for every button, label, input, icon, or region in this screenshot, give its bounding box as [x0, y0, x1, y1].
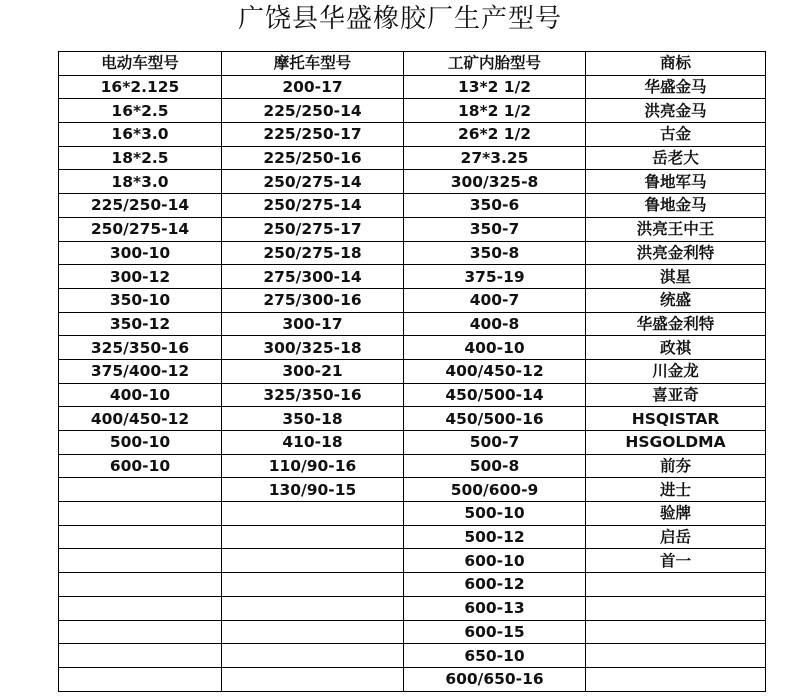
table-row	[59, 478, 766, 502]
cell-ebike-model	[59, 667, 222, 691]
table-row	[59, 75, 766, 99]
cell-motorcycle-model: 250/275-14	[222, 194, 404, 218]
cell-brand: 华盛金马	[586, 75, 766, 99]
cell-brand	[586, 620, 766, 644]
table-row	[59, 217, 766, 241]
cell-motorcycle-model: 250/275-14	[222, 170, 404, 194]
cell-brand	[586, 667, 766, 691]
cell-brand	[586, 644, 766, 668]
cell-brand: 前夯	[586, 454, 766, 478]
cell-brand: 首一	[586, 549, 766, 573]
cell-industrial-tube-model: 18*2 1/2	[404, 99, 586, 123]
table-row	[59, 454, 766, 478]
cell-industrial-tube-model: 26*2 1/2	[404, 123, 586, 147]
cell-motorcycle-model: 225/250-17	[222, 123, 404, 147]
cell-brand: HSQISTAR	[586, 407, 766, 431]
cell-motorcycle-model	[222, 525, 404, 549]
table-row	[59, 336, 766, 360]
cell-industrial-tube-model: 650-10	[404, 644, 586, 668]
cell-industrial-tube-model: 500-12	[404, 525, 586, 549]
cell-motorcycle-model	[222, 549, 404, 573]
cell-ebike-model: 250/275-14	[59, 217, 222, 241]
cell-industrial-tube-model: 500/600-9	[404, 478, 586, 502]
cell-ebike-model	[59, 644, 222, 668]
cell-brand: 华盛金利特	[586, 312, 766, 336]
cell-industrial-tube-model: 500-7	[404, 431, 586, 455]
cell-ebike-model: 18*3.0	[59, 170, 222, 194]
cell-industrial-tube-model: 300/325-8	[404, 170, 586, 194]
table-row	[59, 241, 766, 265]
cell-motorcycle-model	[222, 573, 404, 597]
table-row	[59, 502, 766, 526]
table-row	[59, 549, 766, 573]
cell-ebike-model	[59, 549, 222, 573]
cell-brand: 鲁地军马	[586, 170, 766, 194]
cell-ebike-model	[59, 478, 222, 502]
cell-motorcycle-model: 325/350-16	[222, 383, 404, 407]
cell-motorcycle-model	[222, 644, 404, 668]
cell-motorcycle-model: 130/90-15	[222, 478, 404, 502]
table-row	[59, 146, 766, 170]
cell-ebike-model: 400-10	[59, 383, 222, 407]
cell-ebike-model: 375/400-12	[59, 359, 222, 383]
cell-ebike-model	[59, 525, 222, 549]
table-row	[59, 525, 766, 549]
cell-industrial-tube-model: 600-12	[404, 573, 586, 597]
cell-motorcycle-model	[222, 596, 404, 620]
cell-brand: 启岳	[586, 525, 766, 549]
cell-ebike-model: 225/250-14	[59, 194, 222, 218]
column-header-motorcycle-model: 摩托车型号	[222, 52, 404, 76]
cell-industrial-tube-model: 375-19	[404, 265, 586, 289]
cell-motorcycle-model	[222, 620, 404, 644]
table-row	[59, 596, 766, 620]
cell-industrial-tube-model: 400-10	[404, 336, 586, 360]
table-row	[59, 431, 766, 455]
cell-industrial-tube-model: 27*3.25	[404, 146, 586, 170]
cell-ebike-model: 325/350-16	[59, 336, 222, 360]
cell-ebike-model: 350-10	[59, 288, 222, 312]
cell-ebike-model: 400/450-12	[59, 407, 222, 431]
cell-industrial-tube-model: 350-6	[404, 194, 586, 218]
cell-motorcycle-model: 300-17	[222, 312, 404, 336]
cell-brand: 川金龙	[586, 359, 766, 383]
cell-industrial-tube-model: 13*2 1/2	[404, 75, 586, 99]
cell-motorcycle-model: 200-17	[222, 75, 404, 99]
cell-ebike-model	[59, 596, 222, 620]
cell-ebike-model	[59, 573, 222, 597]
cell-brand: 古金	[586, 123, 766, 147]
cell-ebike-model: 500-10	[59, 431, 222, 455]
cell-industrial-tube-model: 600-13	[404, 596, 586, 620]
cell-ebike-model: 18*2.5	[59, 146, 222, 170]
cell-motorcycle-model: 250/275-17	[222, 217, 404, 241]
table-row	[59, 170, 766, 194]
cell-brand: 政祺	[586, 336, 766, 360]
cell-ebike-model: 16*3.0	[59, 123, 222, 147]
cell-brand: 淇星	[586, 265, 766, 289]
cell-ebike-model: 300-10	[59, 241, 222, 265]
cell-motorcycle-model: 275/300-16	[222, 288, 404, 312]
cell-brand: 喜亚奇	[586, 383, 766, 407]
table-row	[59, 644, 766, 668]
column-header-industrial-tube-model: 工矿内胎型号	[404, 52, 586, 76]
cell-motorcycle-model: 110/90-16	[222, 454, 404, 478]
cell-industrial-tube-model: 400-7	[404, 288, 586, 312]
cell-ebike-model: 300-12	[59, 265, 222, 289]
cell-industrial-tube-model: 600-10	[404, 549, 586, 573]
cell-ebike-model	[59, 620, 222, 644]
cell-industrial-tube-model: 350-8	[404, 241, 586, 265]
table-row	[59, 573, 766, 597]
cell-motorcycle-model	[222, 502, 404, 526]
cell-motorcycle-model: 225/250-16	[222, 146, 404, 170]
cell-motorcycle-model: 275/300-14	[222, 265, 404, 289]
table-row	[59, 265, 766, 289]
table-header-row	[59, 52, 766, 76]
cell-industrial-tube-model: 500-8	[404, 454, 586, 478]
model-table-container	[58, 51, 765, 692]
cell-industrial-tube-model: 600/650-16	[404, 667, 586, 691]
cell-industrial-tube-model: 500-10	[404, 502, 586, 526]
table-row	[59, 620, 766, 644]
table-row	[59, 123, 766, 147]
cell-brand: HSGOLDMA	[586, 431, 766, 455]
cell-brand: 洪亮金利特	[586, 241, 766, 265]
cell-brand	[586, 573, 766, 597]
cell-ebike-model: 600-10	[59, 454, 222, 478]
table-row	[59, 383, 766, 407]
cell-brand: 统盛	[586, 288, 766, 312]
cell-ebike-model	[59, 502, 222, 526]
cell-ebike-model: 16*2.125	[59, 75, 222, 99]
page-title: 广饶县华盛橡胶厂生产型号	[237, 4, 562, 34]
column-header-brand: 商标	[586, 52, 766, 76]
cell-brand: 鲁地金马	[586, 194, 766, 218]
cell-motorcycle-model: 350-18	[222, 407, 404, 431]
table-row	[59, 194, 766, 218]
cell-motorcycle-model: 225/250-14	[222, 99, 404, 123]
table-row	[59, 407, 766, 431]
cell-industrial-tube-model: 450/500-14	[404, 383, 586, 407]
cell-brand	[586, 596, 766, 620]
cell-motorcycle-model: 250/275-18	[222, 241, 404, 265]
cell-industrial-tube-model: 400-8	[404, 312, 586, 336]
model-table	[58, 51, 766, 692]
table-row	[59, 99, 766, 123]
cell-brand: 洪亮王中王	[586, 217, 766, 241]
cell-brand: 进士	[586, 478, 766, 502]
table-row	[59, 288, 766, 312]
cell-brand: 岳老大	[586, 146, 766, 170]
cell-ebike-model: 350-12	[59, 312, 222, 336]
cell-motorcycle-model: 300/325-18	[222, 336, 404, 360]
cell-brand: 洪亮金马	[586, 99, 766, 123]
cell-industrial-tube-model: 450/500-16	[404, 407, 586, 431]
table-body	[59, 75, 766, 691]
table-row	[59, 312, 766, 336]
cell-industrial-tube-model: 400/450-12	[404, 359, 586, 383]
column-header-ebike-model: 电动车型号	[59, 52, 222, 76]
table-row	[59, 667, 766, 691]
cell-industrial-tube-model: 600-15	[404, 620, 586, 644]
cell-industrial-tube-model: 350-7	[404, 217, 586, 241]
cell-motorcycle-model: 410-18	[222, 431, 404, 455]
table-row	[59, 359, 766, 383]
cell-motorcycle-model	[222, 667, 404, 691]
cell-brand: 验牌	[586, 502, 766, 526]
cell-ebike-model: 16*2.5	[59, 99, 222, 123]
cell-motorcycle-model: 300-21	[222, 359, 404, 383]
